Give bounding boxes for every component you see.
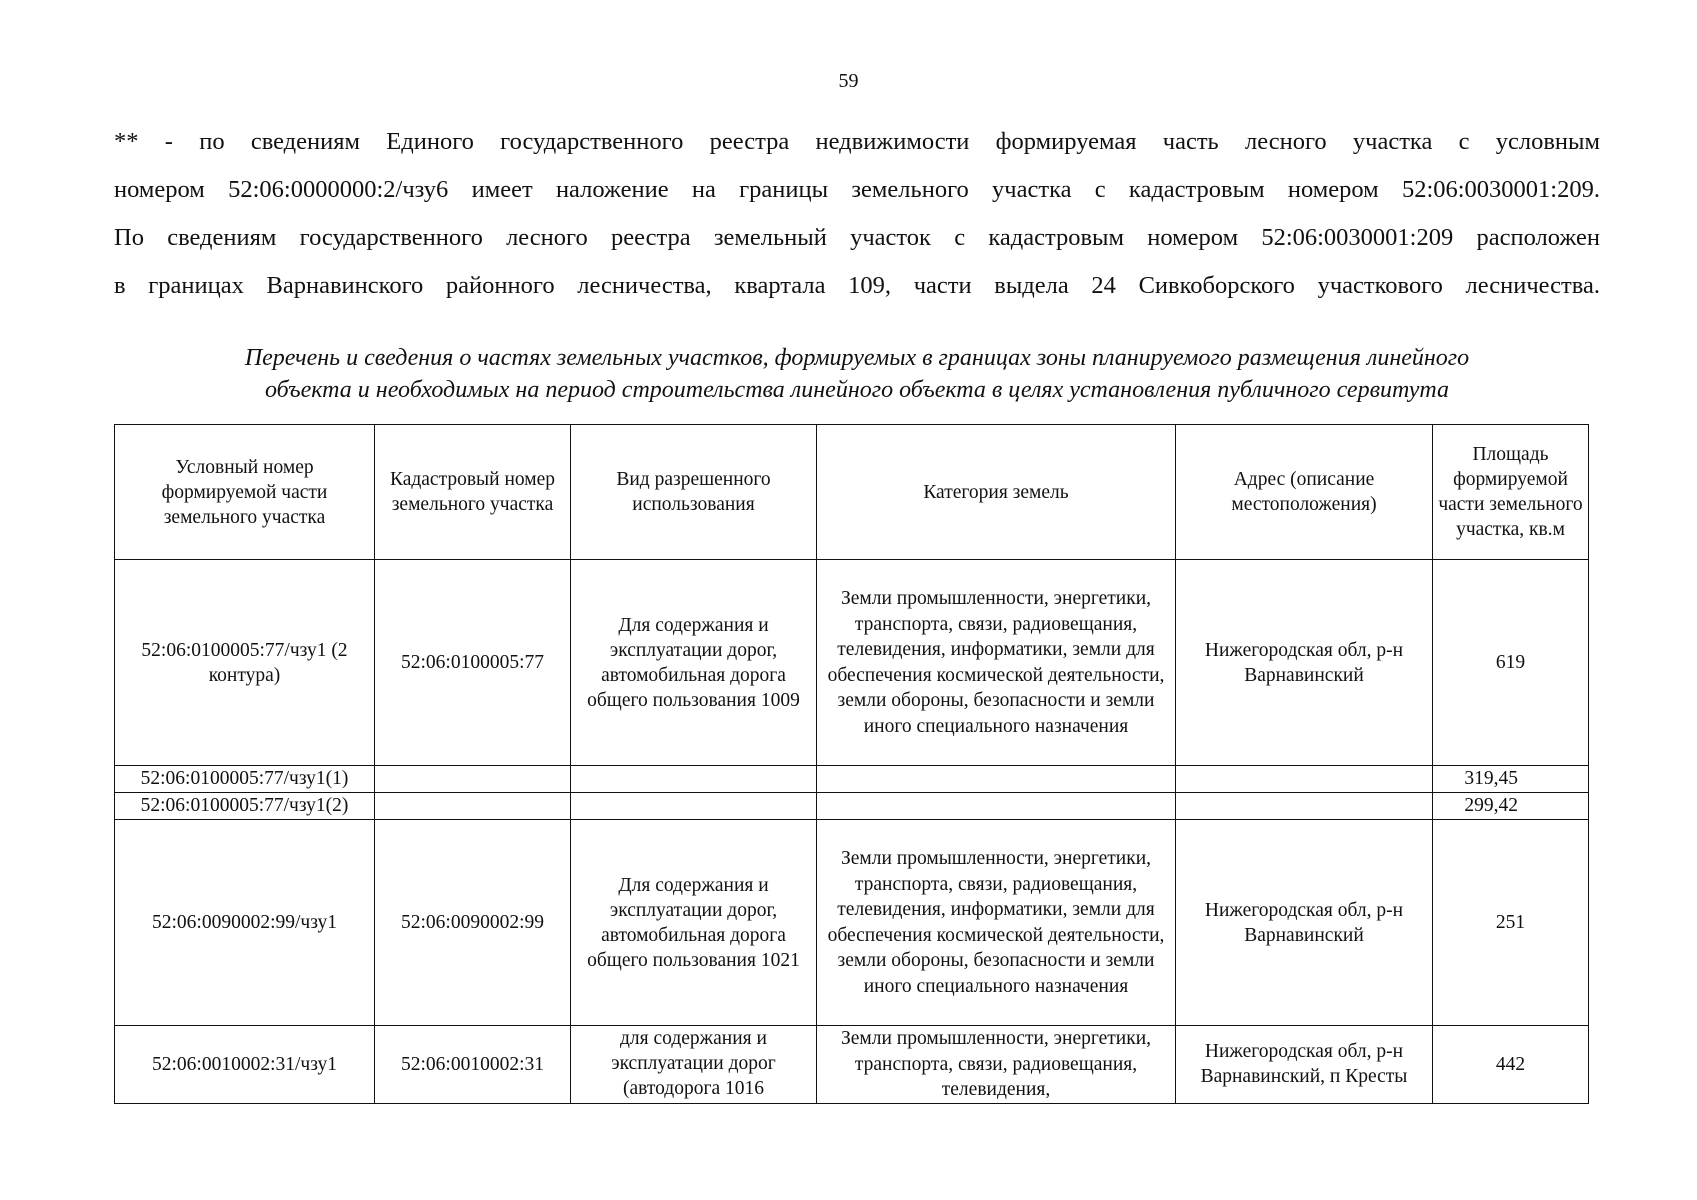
cell-land-category: Земли промышленности, энергетики, транспорта, связи, радиовещания, телевидения, информатики, земли для обеспечения космической деятельности, земли обороны, безопасности и земли иного специального назначения	[817, 820, 1176, 1026]
cell-permitted-use: для содержания и эксплуатации дорог (автодорога 1016	[571, 1026, 817, 1104]
cell-address: Нижегородская обл, р-н Варнавинский, п Кресты	[1176, 1026, 1433, 1104]
cell-address: Нижегородская обл, р-н Варнавинский	[1176, 560, 1433, 766]
table-row	[115, 820, 1589, 1026]
cell-conditional-number: 52:06:0100005:77/чзу1(2)	[115, 793, 375, 820]
cell-permitted-use: Для содержания и эксплуатации дорог, автомобильная дорога общего пользования 1009	[571, 560, 817, 766]
header-conditional-number: Условный номер формируемой части земельного участка	[115, 425, 375, 560]
footnote-line: номером 52:06:0000000:2/чзу6 имеет наложение на границы земельного участка с кадастровым номером 52:06:0030001:209.	[114, 176, 1600, 203]
cell-area: 442	[1433, 1026, 1589, 1104]
header-area: Площадь формируемой части земельного участка, кв.м	[1433, 425, 1589, 560]
cell-conditional-number: 52:06:0100005:77/чзу1 (2 контура)	[115, 560, 375, 766]
cell-empty	[1176, 766, 1433, 793]
cell-empty	[375, 793, 571, 820]
header-permitted-use: Вид разрешенного использования	[571, 425, 817, 560]
land-parcels-table	[114, 424, 1589, 1104]
table-row	[115, 560, 1589, 766]
table-row	[115, 1026, 1589, 1104]
cell-address: Нижегородская обл, р-н Варнавинский	[1176, 820, 1433, 1026]
footnote-paragraph	[114, 118, 1600, 310]
footnote-line: ** - по сведениям Единого государственного реестра недвижимости формируемая часть лесного участка с условным	[114, 128, 1600, 155]
footnote-line: в границах Варнавинского районного лесничества, квартала 109, части выдела 24 Сивкоборского участкового лесничества.	[114, 272, 1600, 299]
cell-permitted-use: Для содержания и эксплуатации дорог, автомобильная дорога общего пользования 1021	[571, 820, 817, 1026]
header-address: Адрес (описание местоположения)	[1176, 425, 1433, 560]
table-caption	[114, 342, 1600, 406]
header-cadastral-number: Кадастровый номер земельного участка	[375, 425, 571, 560]
table-header-row	[115, 425, 1589, 560]
cell-cadastral-number: 52:06:0010002:31	[375, 1026, 571, 1104]
cell-land-category: Земли промышленности, энергетики, транспорта, связи, радиовещания, телевидения, информатики, земли для обеспечения космической деятельности, земли обороны, безопасности и земли иного специального назначения	[817, 560, 1176, 766]
table-row	[115, 793, 1589, 820]
page-number: 59	[838, 70, 859, 92]
cell-cadastral-number: 52:06:0100005:77	[375, 560, 571, 766]
cell-area: 319,45	[1433, 766, 1589, 793]
cell-empty	[571, 766, 817, 793]
header-land-category: Категория земель	[817, 425, 1176, 560]
cell-area: 619	[1433, 560, 1589, 766]
cell-empty	[571, 793, 817, 820]
caption-line: Перечень и сведения о частях земельных участков, формируемых в границах зоны планируемого размещения линейного	[244, 345, 1470, 371]
footnote-line: По сведениям государственного лесного реестра земельный участок с кадастровым номером 52:06:0030001:209 расположен	[114, 224, 1600, 251]
caption-line: объекта и необходимых на период строительства линейного объекта в целях установления публичного сервитута	[265, 377, 1449, 403]
cell-cadastral-number: 52:06:0090002:99	[375, 820, 571, 1026]
cell-conditional-number: 52:06:0090002:99/чзу1	[115, 820, 375, 1026]
cell-conditional-number: 52:06:0010002:31/чзу1	[115, 1026, 375, 1104]
cell-empty	[375, 766, 571, 793]
cell-land-category: Земли промышленности, энергетики, транспорта, связи, радиовещания, телевидения,	[817, 1026, 1176, 1104]
cell-area: 299,42	[1433, 793, 1589, 820]
cell-conditional-number: 52:06:0100005:77/чзу1(1)	[115, 766, 375, 793]
cell-empty	[1176, 793, 1433, 820]
table-row	[115, 766, 1589, 793]
cell-empty	[817, 766, 1176, 793]
cell-empty	[817, 793, 1176, 820]
cell-area: 251	[1433, 820, 1589, 1026]
